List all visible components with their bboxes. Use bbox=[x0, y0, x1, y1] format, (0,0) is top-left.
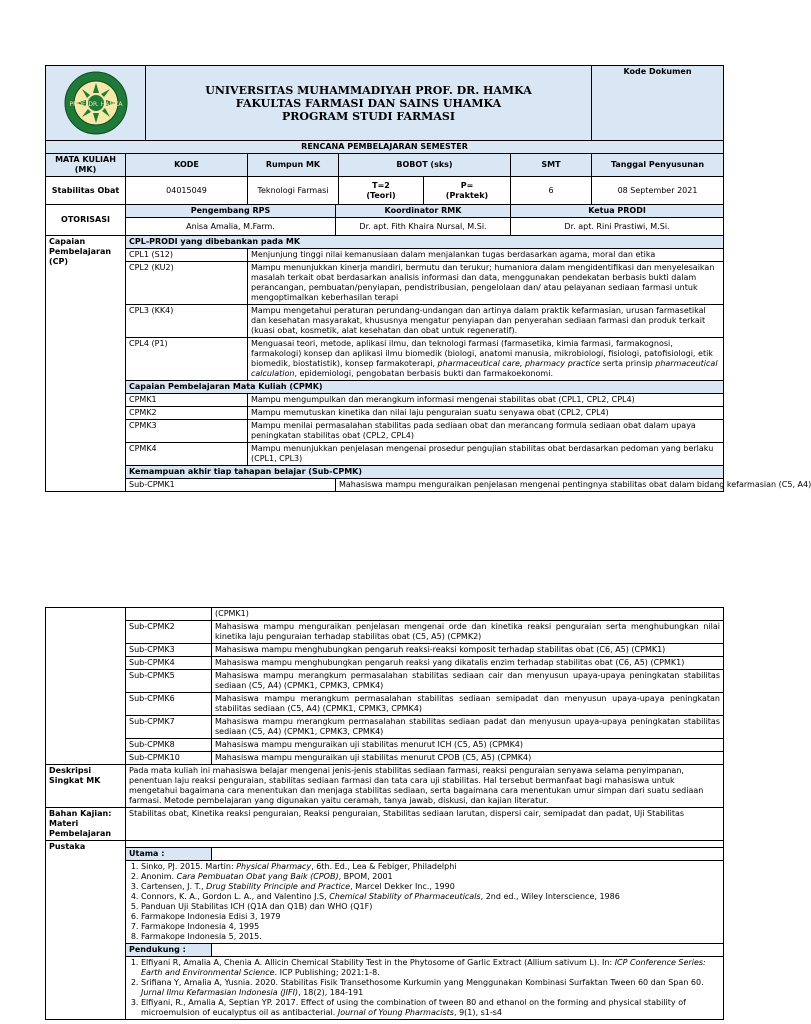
authorization-label: OTORISASI bbox=[46, 205, 126, 236]
university-name: UNIVERSITAS MUHAMMADIYAH PROF. DR. HAMKA bbox=[205, 83, 532, 97]
subcpmk-code bbox=[126, 608, 212, 621]
doc-code-label: Kode Dokumen bbox=[592, 66, 724, 141]
supporting-references-list bbox=[126, 957, 724, 1020]
subcpmk-heading: Kemampuan akhir tiap tahapan belajar (Sub-CPMK) bbox=[126, 466, 724, 479]
course-name: Stabilitas Obat bbox=[46, 177, 126, 205]
supporting-references-blank bbox=[212, 944, 724, 957]
col-code: KODE bbox=[126, 154, 248, 177]
cpl-text: Mampu mengetahui peraturan perundang-undangan dan artinya dalam praktik kefarmasian, urusan farmasetikal dan kesehatan masyarakat, khususnya mengatur penyiapan dan penyerahan sediaan farmasi dan produk terkait (kuasi obat, kosmetik, alat kesehatan dan obat untuk regeneratif). bbox=[248, 305, 724, 338]
reference-item: 7. Farmakope Indonesia 4, 1995 bbox=[141, 922, 720, 932]
cpl4-text-part: Menguasai teori, metode, aplikasi ilmu, dan teknologi farmasi (farmasetika, kimia farmasi, farmakognosi, farmakologi) konsep dan aplikasi ilmu biomedik (biologi, anatomi manusia, mikrobiologi, fisiologi, patofisiologi, etik biomedik, biostatistik), konsep farmakoterapi, bbox=[251, 339, 713, 368]
subcpmk-code: Sub-CPMK2 bbox=[126, 621, 212, 644]
course-group: Teknologi Farmasi bbox=[248, 177, 339, 205]
description-text: Pada mata kuliah ini mahasiswa belajar mengenai jenis-jenis stabilitas sediaan farmasi, reaksi penguraian senyawa selama penyimpanan, penentuan laju reaksi penguraian, stabilitas sediaan farmasi dan tata cara uji stabilitas. Hal tersebut bermanfaat bagi mahasiswa untuk mengetahui bagaimana cara menentukan dan menjaga stabilitas sediaan, serta bagaimana cara menentukan umur simpan dari suatu sediaan farmasi. Metode pembelajaran yang digunakan yaitu ceramah, tanya jawab, diskusi, dan kajian literatur. bbox=[126, 765, 724, 808]
logo-cell bbox=[46, 66, 146, 141]
cpmk-code: CPMK3 bbox=[126, 420, 248, 443]
references-spacer bbox=[126, 841, 724, 848]
reference-item: 5. Panduan Uji Stabilitas ICH (Q1A dan Q1B) dan WHO (Q1F) bbox=[141, 902, 720, 912]
cpl-heading: CPL-PRODI yang dibebankan pada MK bbox=[126, 236, 724, 249]
subcpmk-code: Sub-CPMK7 bbox=[126, 716, 212, 739]
rps-continuation-table bbox=[45, 607, 724, 1020]
subcpmk-text: Mahasiswa mampu merangkum permasalahan stabilitas sediaan semipadat dan menyusun upaya-upaya peningkatan stabilitas sediaan (C5, A4) (CPMK1, CPMK3, CPMK4) bbox=[212, 693, 724, 716]
col-course: MATA KULIAH (MK) bbox=[46, 154, 126, 177]
cp-label-cont bbox=[46, 608, 126, 765]
cpmk-text: Mampu menilai permasalahan stabilitas pada sediaan obat dan merancang formula sediaan obat dalam upaya peningkatan stabilitas obat (CPL2, CPL4) bbox=[248, 420, 724, 443]
head-name: Dr. apt. Rini Prastiwi, M.Si. bbox=[511, 218, 724, 236]
theory-credits bbox=[339, 177, 424, 205]
subcpmk-text: Mahasiswa mampu menghubungkan pengaruh reaksi yang dikatalis enzim terhadap stabilitas obat (C6, A5) (CPMK1) bbox=[212, 657, 724, 670]
university-heading bbox=[146, 66, 592, 141]
university-logo bbox=[64, 71, 128, 135]
logo-text: PROF. DR. HAMKA bbox=[69, 101, 122, 108]
cpl-text: Mampu menunjukkan kinerja mandiri, bermutu dan terukur; humaniora dalam mengidentifikasi dan menyelesaikan masalah terkait obat berdasarkan analisis informasi dan data, menggunakan pendekatan berbasis bukti dalam perancangan, pembuatan/penyiapan, pendistribusian, pengelolaan dan/ atau pelayanan sediaan farmasi untuk mengoptimalkan keberhasilan terapi bbox=[248, 262, 724, 305]
reference-item: 6. Farmakope Indonesia Edisi 3, 1979 bbox=[141, 912, 720, 922]
subcpmk-code: Sub-CPMK1 bbox=[126, 479, 336, 492]
main-references-list bbox=[126, 861, 724, 944]
cpl-text: Menjunjung tinggi nilai kemanusiaan dalam menjalankan tugas berdasarkan agama, moral dan etika bbox=[248, 249, 724, 262]
head-label: Ketua PRODI bbox=[511, 205, 724, 218]
subcpmk-text: Mahasiswa mampu menguraikan penjelasan mengenai orde dan kinetika reaksi penguraian serta menghubungkan nilai kinetika laju penguraian terhadap stabilitas obat (C5, A5) (CPMK2) bbox=[212, 621, 724, 644]
col-date: Tanggal Penyusunan bbox=[592, 154, 724, 177]
cpl-code: CPL4 (P1) bbox=[126, 338, 248, 381]
cpl4-text-italic: pharmaceutical care, pharmacy practice bbox=[437, 359, 601, 368]
cpmk-text: Mampu mengumpulkan dan merangkum informasi mengenai stabilitas obat (CPL1, CPL2, CPL4) bbox=[248, 394, 724, 407]
supporting-references-label: Pendukung : bbox=[126, 944, 212, 957]
cpmk-text: Mampu memutuskan kinetika dan nilai laju penguraian suatu senyawa obat (CPL2, CPL4) bbox=[248, 407, 724, 420]
subcpmk-text: Mahasiswa mampu menguraikan uji stabilitas menurut CPOB (C5, A5) (CPMK4) bbox=[212, 752, 724, 765]
practice-credits bbox=[424, 177, 511, 205]
practice-value: P= bbox=[460, 180, 474, 190]
col-credits: BOBOT (sks) bbox=[339, 154, 511, 177]
subcpmk-code: Sub-CPMK6 bbox=[126, 693, 212, 716]
rps-header-table bbox=[45, 65, 811, 492]
subcpmk-text: Mahasiswa mampu merangkum permasalahan stabilitas sediaan padat dan menyusun upaya-upaya peningkatan stabilitas sediaan (C5, A4) (CPMK1, CPMK3, CPMK4) bbox=[212, 716, 724, 739]
subcpmk-code: Sub-CPMK5 bbox=[126, 670, 212, 693]
cpl4-text-part: serta prinsip bbox=[600, 359, 656, 368]
cpmk-code: CPMK2 bbox=[126, 407, 248, 420]
developer-label: Pengembang RPS bbox=[126, 205, 336, 218]
subcpmk-code: Sub-CPMK4 bbox=[126, 657, 212, 670]
theory-value: T=2 bbox=[372, 180, 390, 190]
semester-value: 6 bbox=[511, 177, 592, 205]
cpl4-text-part: , epidemiologi, pengobatan berbasis bukti dan farmakoekonomi. bbox=[294, 369, 553, 378]
theory-label: (Teori) bbox=[366, 190, 396, 200]
doc-title: RENCANA PEMBELAJARAN SEMESTER bbox=[46, 141, 724, 154]
reference-item: 1. Elfiyani R, Amalia A, Chenia A. Allicin Chemical Stability Test in the Phytosome of Garlic Extract (Allium sativum L). In: ICP Conference Series: Earth and Environmental Science. ICP Publishing; 2021:1-8. bbox=[141, 958, 720, 978]
cp-label: Capaian Pembelajaran (CP) bbox=[46, 236, 126, 492]
reference-item: 3. Cartensen, J. T., Drug Stability Principle and Practice, Marcel Dekker Inc., 1990 bbox=[141, 882, 720, 892]
references-label: Pustaka bbox=[46, 841, 126, 1020]
cpmk-code: CPMK1 bbox=[126, 394, 248, 407]
reference-item: 8. Farmakope Indonesia 5, 2015. bbox=[141, 932, 720, 942]
col-group: Rumpun MK bbox=[248, 154, 339, 177]
col-semester: SMT bbox=[511, 154, 592, 177]
reference-item: 2. Anonim. Cara Pembuatan Obat yang Baik (CPOB), BPOM, 2001 bbox=[141, 872, 720, 882]
subcpmk-text: Mahasiswa mampu merangkum permasalahan stabilitas sediaan cair dan menyusun upaya-upaya peningkatan stabilitas sediaan (C5, A4) (CPMK1, CPMK3, CPMK4) bbox=[212, 670, 724, 693]
main-references-label: Utama : bbox=[126, 848, 212, 861]
cpmk-text: Mampu menunjukkan penjelasan mengenai prosedur pengujian stabilitas obat berdasarkan pedoman yang berlaku (CPL1, CPL3) bbox=[248, 443, 724, 466]
reference-item: 3. Elfiyani, R., Amalia A, Septian YP. 2017. Effect of using the combination of tween 80 and ethanol on the forming and physical stability of microemulsion of eucalyptus oil as antibacterial. Journal of Young Pharmacists, 9(1), s1-s4 bbox=[141, 998, 720, 1018]
date-value: 08 September 2021 bbox=[592, 177, 724, 205]
course-code: 04015049 bbox=[126, 177, 248, 205]
practice-label: (Praktek) bbox=[445, 190, 489, 200]
subcpmk-text: Mahasiswa mampu menghubungkan pengaruh reaksi-reaksi komposit terhadap stabilitas obat (C6, A5) (CPMK1) bbox=[212, 644, 724, 657]
developer-name: Anisa Amalia, M.Farm. bbox=[126, 218, 336, 236]
subcpmk-text: Mahasiswa mampu menguraikan uji stabilitas menurut ICH (C5, A5) (CPMK4) bbox=[212, 739, 724, 752]
description-label: Deskripsi Singkat MK bbox=[46, 765, 126, 808]
materials-text: Stabilitas obat, Kinetika reaksi penguraian, Reaksi penguraian, Stabilitas sediaan larutan, dispersi cair, semipadat dan padat, Uji Stabilitas bbox=[126, 808, 724, 841]
subcpmk-code: Sub-CPMK3 bbox=[126, 644, 212, 657]
subcpmk-code: Sub-CPMK10 bbox=[126, 752, 212, 765]
coordinator-label: Koordinator RMK bbox=[336, 205, 511, 218]
cpl4-text-italic: pharmaceutical calculation bbox=[251, 359, 718, 378]
materials-label: Bahan Kajian: Materi Pembelajaran bbox=[46, 808, 126, 841]
subcpmk-code: Sub-CPMK8 bbox=[126, 739, 212, 752]
cpl-code: CPL3 (KK4) bbox=[126, 305, 248, 338]
cpl-code: CPL1 (S12) bbox=[126, 249, 248, 262]
reference-item: 4. Connors, K. A., Gordon L. A., and Valentino J.S, Chemical Stability of Pharmaceuticals, 2nd ed., Wiley Interscience, 1986 bbox=[141, 892, 720, 902]
reference-item: 1. Sinko, PJ. 2015. Martin: Physical Pharmacy, 6th. Ed., Lea & Febiger, Philadelphi bbox=[141, 862, 720, 872]
cpl-code: CPL2 (KU2) bbox=[126, 262, 248, 305]
cpl-text bbox=[248, 338, 724, 381]
cpmk-code: CPMK4 bbox=[126, 443, 248, 466]
subcpmk-text: (CPMK1) bbox=[212, 608, 724, 621]
subcpmk-text: Mahasiswa mampu menguraikan penjelasan mengenai pentingnya stabilitas obat dalam bidang kefarmasian (C5, A4) bbox=[336, 479, 724, 492]
program-name: PROGRAM STUDI FARMASI bbox=[282, 109, 455, 123]
faculty-name: FAKULTAS FARMASI DAN SAINS UHAMKA bbox=[235, 96, 502, 110]
coordinator-name: Dr. apt. Fith Khaira Nursal, M.Si. bbox=[336, 218, 511, 236]
main-references-blank bbox=[212, 848, 724, 861]
cpmk-heading: Capaian Pembelajaran Mata Kuliah (CPMK) bbox=[126, 381, 724, 394]
reference-item: 2. Srifiana Y, Amalia A, Yusnia. 2020. Stabilitas Fisik Transethosome Kurkumin yang Menggunakan Kombinasi Surfaktan Tween 60 dan Span 60. Jurnal Ilmu Kefarmasian Indonesia (JIFI), 18(2), 184-191 bbox=[141, 978, 720, 998]
